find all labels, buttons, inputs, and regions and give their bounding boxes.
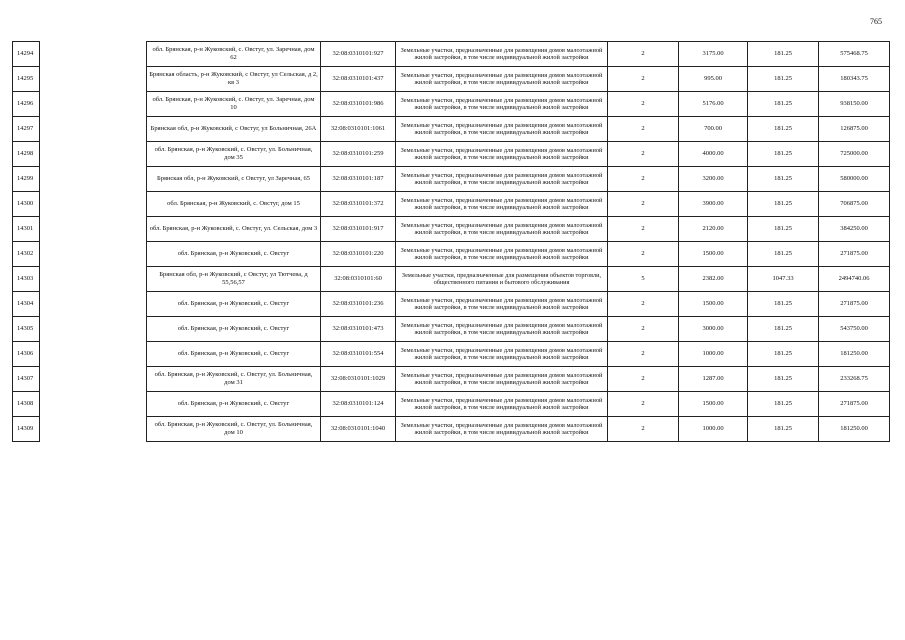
category-cell: 2 [608,317,679,342]
cadastral-number-cell: 32:08:0310101:927 [321,42,396,67]
permitted-use-cell: Земельные участки, предназначенные для размещения домов малоэтажной жилой застройки, в том числе индивидуальной жилой застройки [396,242,608,267]
area-cell: 1000.00 [679,417,748,442]
area-cell: 5176.00 [679,92,748,117]
cadastral-number-cell: 32:08:0310101:124 [321,392,396,417]
permitted-use-cell: Земельные участки, предназначенные для размещения домов малоэтажной жилой застройки, в том числе индивидуальной жилой застройки [396,217,608,242]
cadastral-value-cell: 271875.00 [819,292,890,317]
permitted-use-cell: Земельные участки, предназначенные для размещения домов малоэтажной жилой застройки, в том числе индивидуальной жилой застройки [396,142,608,167]
cadastral-value-cell: 706875.00 [819,192,890,217]
cadastral-value-cell: 180343.75 [819,67,890,92]
table-row [147,92,890,117]
address-cell: обл. Брянская, р-н Жуковский, с. Овстуг [147,292,321,317]
area-cell: 1287.00 [679,367,748,392]
specific-value-cell: 181.25 [748,242,819,267]
cadastral-number-cell: 32:08:0310101:1061 [321,117,396,142]
address-cell: обл. Брянская, р-н Жуковский, с. Овстуг, ул. Заречная, дом 62 [147,42,321,67]
category-cell: 2 [608,117,679,142]
table-row [13,392,40,417]
area-cell: 3900.00 [679,192,748,217]
row-number-column [12,41,40,442]
address-cell: Брянская обл, р-н Жуковский, с Овстуг, ул Заречная, 65 [147,167,321,192]
cadastral-number-cell: 32:08:0310101:60 [321,267,396,292]
table-row [13,367,40,392]
permitted-use-cell: Земельные участки, предназначенные для размещения домов малоэтажной жилой застройки, в том числе индивидуальной жилой застройки [396,292,608,317]
table-row [13,67,40,92]
row-number-cell: 14309 [13,417,40,442]
cadastral-value-cell: 543750.00 [819,317,890,342]
table-row [147,367,890,392]
cadastral-number-cell: 32:08:0310101:473 [321,317,396,342]
specific-value-cell: 181.25 [748,367,819,392]
address-cell: обл. Брянская, р-н Жуковский, с. Овстуг, ул. Больничная, дом 35 [147,142,321,167]
address-cell: обл. Брянская, р-н Жуковский, с. Овстуг, ул. Заречная, дом 10 [147,92,321,117]
row-number-cell: 14296 [13,92,40,117]
table-row [147,67,890,92]
address-cell: Брянская обл, р-н Жуковский, с Овстуг, ул Больничная, 26А [147,117,321,142]
table-row [147,192,890,217]
area-cell: 700.00 [679,117,748,142]
specific-value-cell: 181.25 [748,217,819,242]
permitted-use-cell: Земельные участки, предназначенные для размещения домов малоэтажной жилой застройки, в том числе индивидуальной жилой застройки [396,42,608,67]
table-row [147,392,890,417]
table-row [13,342,40,367]
table-row [13,142,40,167]
specific-value-cell: 181.25 [748,392,819,417]
area-cell: 1500.00 [679,242,748,267]
category-cell: 5 [608,267,679,292]
category-cell: 2 [608,192,679,217]
table-row [13,117,40,142]
area-cell: 1500.00 [679,392,748,417]
cadastral-value-cell: 938150.00 [819,92,890,117]
area-cell: 2120.00 [679,217,748,242]
table-row [13,417,40,442]
category-cell: 2 [608,217,679,242]
cadastral-value-cell: 271875.00 [819,242,890,267]
specific-value-cell: 181.25 [748,292,819,317]
cadastral-value-cell: 725000.00 [819,142,890,167]
land-plots-table-body [147,42,890,442]
category-cell: 2 [608,42,679,67]
area-cell: 1000.00 [679,342,748,367]
area-cell: 1500.00 [679,292,748,317]
permitted-use-cell: Земельные участки, предназначенные для размещения домов малоэтажной жилой застройки, в том числе индивидуальной жилой застройки [396,367,608,392]
area-cell: 2382.00 [679,267,748,292]
address-cell: обл. Брянская, р-н Жуковский, с. Овстуг, дом 15 [147,192,321,217]
cadastral-value-cell: 271875.00 [819,392,890,417]
row-number-cell: 14299 [13,167,40,192]
specific-value-cell: 181.25 [748,42,819,67]
table-row [13,292,40,317]
table-row [147,117,890,142]
specific-value-cell: 181.25 [748,117,819,142]
row-number-cell: 14294 [13,42,40,67]
cadastral-number-cell: 32:08:0310101:437 [321,67,396,92]
table-row [147,242,890,267]
table-row [147,217,890,242]
land-plots-table [146,41,890,442]
table-row [147,42,890,67]
address-cell: Брянская область, р-н Жуковский, с Овстуг, ул Сельская, д 2, кв 3 [147,67,321,92]
row-number-body [13,42,40,442]
area-cell: 995.00 [679,67,748,92]
table-row [147,317,890,342]
row-number-cell: 14306 [13,342,40,367]
category-cell: 2 [608,92,679,117]
cadastral-number-cell: 32:08:0310101:917 [321,217,396,242]
permitted-use-cell: Земельные участки, предназначенные для размещения домов малоэтажной жилой застройки, в том числе индивидуальной жилой застройки [396,117,608,142]
cadastral-value-cell: 181250.00 [819,342,890,367]
table-row [13,192,40,217]
specific-value-cell: 181.25 [748,317,819,342]
table-row [147,417,890,442]
row-number-cell: 14304 [13,292,40,317]
cadastral-value-cell: 233268.75 [819,367,890,392]
row-number-cell: 14305 [13,317,40,342]
cadastral-value-cell: 126875.00 [819,117,890,142]
permitted-use-cell: Земельные участки, предназначенные для размещения домов малоэтажной жилой застройки, в том числе индивидуальной жилой застройки [396,167,608,192]
cadastral-number-cell: 32:08:0310101:372 [321,192,396,217]
permitted-use-cell: Земельные участки, предназначенные для размещения домов малоэтажной жилой застройки, в том числе индивидуальной жилой застройки [396,392,608,417]
category-cell: 2 [608,367,679,392]
cadastral-number-cell: 32:08:0310101:1029 [321,367,396,392]
cadastral-number-cell: 32:08:0310101:554 [321,342,396,367]
cadastral-number-cell: 32:08:0310101:986 [321,92,396,117]
specific-value-cell: 181.25 [748,417,819,442]
address-cell: обл. Брянская, р-н Жуковский, с. Овстуг [147,317,321,342]
area-cell: 4000.00 [679,142,748,167]
cadastral-value-cell: 580000.00 [819,167,890,192]
address-cell: обл. Брянская, р-н Жуковский, с. Овстуг, ул. Больничная, дом 31 [147,367,321,392]
cadastral-number-cell: 32:08:0310101:187 [321,167,396,192]
table-row [147,142,890,167]
permitted-use-cell: Земельные участки, предназначенные для размещения домов малоэтажной жилой застройки, в том числе индивидуальной жилой застройки [396,67,608,92]
cadastral-value-cell: 2494740.06 [819,267,890,292]
table-row [147,167,890,192]
category-cell: 2 [608,292,679,317]
area-cell: 3175.00 [679,42,748,67]
permitted-use-cell: Земельные участки, предназначенные для размещения домов малоэтажной жилой застройки, в том числе индивидуальной жилой застройки [396,92,608,117]
cadastral-number-cell: 32:08:0310101:1040 [321,417,396,442]
category-cell: 2 [608,167,679,192]
row-number-cell: 14303 [13,267,40,292]
table-row [13,42,40,67]
permitted-use-cell: Земельные участки, предназначенные для размещения домов малоэтажной жилой застройки, в том числе индивидуальной жилой застройки [396,342,608,367]
row-number-cell: 14307 [13,367,40,392]
area-cell: 3200.00 [679,167,748,192]
permitted-use-cell: Земельные участки, предназначенные для размещения домов малоэтажной жилой застройки, в том числе индивидуальной жилой застройки [396,192,608,217]
address-cell: Брянская обл, р-н Жуковский, с Овстуг, ул Тютчева, д 55,56,57 [147,267,321,292]
category-cell: 2 [608,342,679,367]
row-number-cell: 14295 [13,67,40,92]
area-cell: 3000.00 [679,317,748,342]
table-row [13,92,40,117]
address-cell: обл. Брянская, р-н Жуковский, с. Овстуг [147,392,321,417]
category-cell: 2 [608,417,679,442]
specific-value-cell: 181.25 [748,67,819,92]
cadastral-number-cell: 32:08:0310101:220 [321,242,396,267]
table-row [13,217,40,242]
category-cell: 2 [608,392,679,417]
table-row [147,342,890,367]
cadastral-value-cell: 384250.00 [819,217,890,242]
row-number-cell: 14297 [13,117,40,142]
row-number-cell: 14302 [13,242,40,267]
category-cell: 2 [608,67,679,92]
table-row [13,267,40,292]
cadastral-value-cell: 181250.00 [819,417,890,442]
cadastral-number-cell: 32:08:0310101:259 [321,142,396,167]
table-row [13,317,40,342]
address-cell: обл. Брянская, р-н Жуковский, с. Овстуг, ул. Сельская, дом 3 [147,217,321,242]
category-cell: 2 [608,142,679,167]
specific-value-cell: 181.25 [748,92,819,117]
row-number-cell: 14301 [13,217,40,242]
permitted-use-cell: Земельные участки, предназначенные для размещения домов малоэтажной жилой застройки, в том числе индивидуальной жилой застройки [396,417,608,442]
specific-value-cell: 181.25 [748,167,819,192]
specific-value-cell: 181.25 [748,342,819,367]
permitted-use-cell: Земельные участки, предназначенные для размещения объектов торговли, общественного питания и бытового обслуживания [396,267,608,292]
cadastral-value-cell: 575468.75 [819,42,890,67]
specific-value-cell: 1047.33 [748,267,819,292]
cadastral-number-cell: 32:08:0310101:236 [321,292,396,317]
row-number-cell: 14308 [13,392,40,417]
specific-value-cell: 181.25 [748,142,819,167]
category-cell: 2 [608,242,679,267]
page-number: 765 [870,17,882,26]
address-cell: обл. Брянская, р-н Жуковский, с. Овстуг, ул. Больничная, дом 10 [147,417,321,442]
address-cell: обл. Брянская, р-н Жуковский, с. Овстуг [147,242,321,267]
table-row [147,292,890,317]
permitted-use-cell: Земельные участки, предназначенные для размещения домов малоэтажной жилой застройки, в том числе индивидуальной жилой застройки [396,317,608,342]
specific-value-cell: 181.25 [748,192,819,217]
address-cell: обл. Брянская, р-н Жуковский, с. Овстуг [147,342,321,367]
table-row [13,167,40,192]
row-number-cell: 14298 [13,142,40,167]
table-row [13,242,40,267]
table-row [147,267,890,292]
row-number-cell: 14300 [13,192,40,217]
